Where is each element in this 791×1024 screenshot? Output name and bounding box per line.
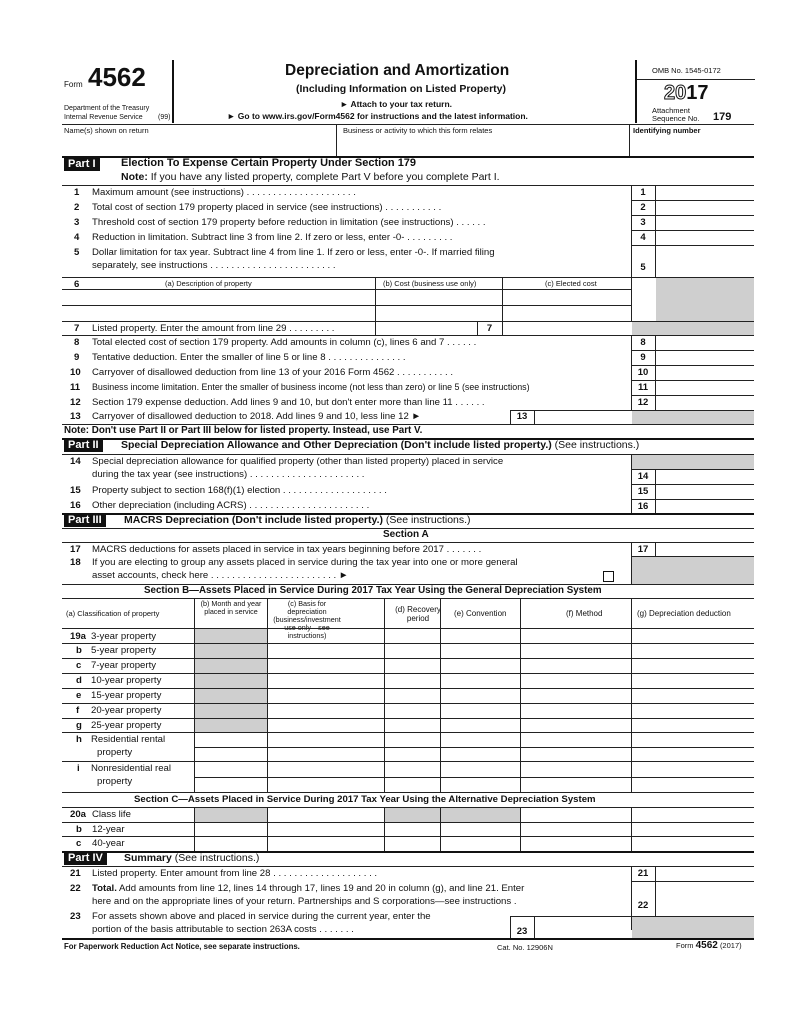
line2-num: 2 [74, 202, 80, 213]
line7-box: 7 [486, 323, 493, 334]
line12-input[interactable] [657, 396, 753, 409]
section-a-heading: Section A [383, 529, 429, 540]
row19d-input[interactable] [268, 674, 754, 688]
line23-num: 23 [70, 911, 81, 922]
row20b-input[interactable] [196, 823, 754, 836]
line13-shade [632, 411, 754, 424]
paperwork-notice: For Paperwork Reduction Act Notice, see separate instructions. [64, 942, 300, 951]
line5-text: Dollar limitation for tax year. Subtract line 4 from line 1. If zero or less, enter -0-. If married filing [92, 247, 495, 258]
line17-num: 17 [70, 544, 81, 555]
line22-text-a-rest: Add amounts from line 12, lines 14 through 17, lines 19 and 20 in column (g), and line 21. Enter [116, 883, 525, 894]
line11-num: 11 [70, 382, 81, 393]
line16-num: 16 [70, 500, 81, 511]
row19b-input[interactable] [268, 644, 754, 658]
cat-number: Cat. No. 12906N [497, 943, 553, 952]
part4-title [124, 852, 259, 864]
form-number: 4562 [88, 62, 146, 92]
row20c-letter: c [76, 838, 82, 849]
line15-box: 15 [637, 486, 649, 497]
line8-box: 8 [640, 337, 646, 348]
line6-col-c: (c) Elected cost [545, 279, 597, 288]
line17-text: MACRS deductions for assets placed in service in tax years beginning before 2017 . . . . . . . [92, 544, 482, 555]
line2-input[interactable] [657, 201, 753, 214]
sequence-number: 179 [713, 111, 732, 123]
line21-box: 21 [637, 868, 649, 879]
tax-year [664, 82, 709, 105]
tax-year-prefix: 20 [664, 82, 687, 104]
line11-box: 11 [637, 382, 649, 393]
line6-shade [656, 278, 754, 321]
col-d-header: (d) Recovery period [395, 605, 441, 623]
line10-num: 10 [70, 367, 81, 378]
dept-code: (99) [158, 114, 171, 121]
line5-num: 5 [74, 247, 80, 258]
row19g-text: 25-year property [91, 720, 162, 731]
line14-num: 14 [70, 456, 81, 467]
identifying-input[interactable] [631, 136, 753, 155]
section-c-heading: Section C—Assets Placed in Service During 2017 Tax Year Using the Alternative Depreciation System [134, 794, 596, 805]
line9-box: 9 [640, 352, 646, 363]
part4-title-bold: Summary [124, 852, 172, 864]
line3-input[interactable] [657, 216, 753, 229]
row19f-input[interactable] [268, 704, 754, 718]
line12-num: 12 [70, 397, 81, 408]
part4-label: Part IV [64, 852, 107, 865]
part1-note2: Note: Don't use Part II or Part III below for listed property. Instead, use Part V. [64, 425, 423, 436]
part3-title [124, 514, 471, 526]
line15-num: 15 [70, 485, 81, 496]
col-a-header: (a) Classification of property [66, 609, 160, 618]
name-input[interactable] [62, 136, 335, 155]
row19e-text: 15-year property [91, 690, 162, 701]
line21-text: Listed property. Enter amount from line 28 . . . . . . . . . . . . . . . . . . . . [92, 868, 378, 879]
row19f-letter: f [76, 705, 80, 716]
dept-line2: Internal Revenue Service [64, 114, 143, 121]
line22-text-a [92, 883, 524, 894]
line1-num: 1 [74, 187, 80, 198]
row19a-letter: 19a [70, 631, 87, 642]
line22-box: 22 [637, 900, 649, 911]
row19i-text2: property [97, 776, 133, 787]
line17-input[interactable] [657, 543, 753, 555]
row20b-letter: b [76, 824, 82, 835]
names-label: Name(s) shown on return [64, 126, 149, 135]
dept-line1: Department of the Treasury [64, 105, 150, 112]
line8-input[interactable] [657, 336, 753, 349]
tax-year-suffix: 17 [686, 82, 709, 104]
line3-num: 3 [74, 217, 80, 228]
line4-box: 4 [640, 232, 646, 243]
row19h-text1: Residential rental [91, 734, 166, 745]
line5-box: 5 [640, 262, 646, 273]
line16-input[interactable] [657, 500, 753, 512]
line21-num: 21 [70, 868, 81, 879]
line8-text: Total elected cost of section 179 property. Add amounts in column (c), lines 6 and 7 . . . . . . [92, 337, 477, 348]
line8-num: 8 [74, 337, 80, 348]
part2-title [121, 439, 639, 451]
row19e-input[interactable] [268, 689, 754, 703]
line23-input[interactable] [536, 917, 630, 937]
part4-title-suffix: (See instructions.) [174, 852, 260, 864]
row20c-text: 40-year [92, 838, 125, 849]
line23-text-b: portion of the basis attributable to section 263A costs . . . . . . . [92, 924, 354, 935]
line12-text: Section 179 expense deduction. Add lines 9 and 10, but don't enter more than line 11 . . . . . . [92, 397, 485, 408]
line14-input[interactable] [657, 470, 753, 483]
row19h-text2: property [97, 747, 133, 758]
part2-title-bold: Special Depreciation Allowance and Other Depreciation (Don't include listed property.) [121, 439, 552, 451]
line15-text: Property subject to section 168(f)(1) election . . . . . . . . . . . . . . . . . . . . [92, 485, 387, 496]
line5-text2: separately, see instructions . . . . . . . . . . . . . . . . . . . . . . . . [92, 260, 336, 271]
line11-text: Business income limitation. Enter the smaller of business income (not less than zero) or line 5 (see instructions) [92, 382, 530, 392]
line22-total: Total. [92, 883, 117, 894]
part1-note-text: If you have any listed property, complete Part V before you complete Part I. [147, 171, 500, 183]
line1-input[interactable] [657, 186, 753, 199]
line3-text: Threshold cost of section 179 property before reduction in limitation (see instructions) . . . . . . [92, 217, 486, 228]
attachment-label: Attachment [652, 106, 690, 115]
business-input[interactable] [338, 136, 628, 155]
row19g-letter: g [76, 720, 82, 731]
line7-shade [632, 322, 754, 335]
part3-label: Part III [64, 514, 106, 527]
line1-text: Maximum amount (see instructions) . . . . . . . . . . . . . . . . . . . . . [92, 187, 356, 198]
sequence-label: Sequence No. [652, 114, 700, 123]
row20b-text: 12-year [92, 824, 125, 835]
part1-label: Part I [64, 158, 100, 171]
row19h-input[interactable] [196, 733, 754, 761]
line23-shade [632, 917, 754, 938]
line22-text-b: here and on the appropriate lines of your return. Partnerships and S corporations—see instructions . [92, 896, 517, 907]
line6-row1-input[interactable] [62, 290, 631, 304]
line18-text-b: asset accounts, check here . . . . . . . . . . . . . . . . . . . . . . . . ► [92, 570, 349, 581]
row19e-letter: e [76, 690, 82, 701]
form-title: Depreciation and Amortization [285, 62, 510, 79]
line22-input[interactable] [657, 882, 753, 915]
col-f-header: (f) Method [566, 609, 603, 618]
attach-note: ► Attach to your tax return. [340, 99, 452, 109]
col-b-header: (b) Month and year placed in service [200, 599, 262, 616]
row19d-letter: d [76, 675, 82, 686]
col-e-header: (e) Convention [454, 609, 507, 618]
row19b-letter: b [76, 645, 82, 656]
line9-num: 9 [74, 352, 80, 363]
col-c-header: (c) Basis for depreciation (business/investment use only—see instructions) [273, 599, 341, 640]
line4-input[interactable] [657, 231, 753, 244]
section-b-heading: Section B—Assets Placed in Service During 2017 Tax Year Using the General Depreciation System [144, 585, 602, 596]
row19i-letter: i [77, 763, 80, 774]
row19h-letter: h [76, 734, 82, 745]
line9-input[interactable] [657, 351, 753, 364]
row20a-col-b-shade [195, 808, 267, 822]
business-label: Business or activity to which this form relates [343, 126, 493, 135]
line18-checkbox[interactable] [603, 571, 614, 582]
row20a-letter: 20a [70, 809, 87, 820]
line7-num: 7 [74, 323, 80, 334]
line16-box: 16 [637, 501, 649, 512]
line11-input[interactable] [657, 381, 753, 394]
footer-form-year: (2017) [719, 941, 742, 950]
line14-box: 14 [637, 471, 649, 482]
line21-input[interactable] [657, 867, 753, 880]
part2-title-suffix: (See instructions.) [554, 439, 640, 451]
footer-form-label: Form [676, 941, 694, 950]
part1-note-bold: Note: [121, 171, 148, 183]
line14-text-a: Special depreciation allowance for qualified property (other than listed property) placed in service [92, 456, 504, 467]
line14-shade [632, 455, 754, 469]
row19i-text1: Nonresidential real [91, 763, 171, 774]
row19g-input[interactable] [268, 719, 754, 732]
line7-input[interactable] [503, 322, 630, 335]
line17-box: 17 [637, 544, 649, 555]
row19a-input[interactable] [268, 629, 754, 643]
line2-box: 2 [640, 202, 646, 213]
line14-text-b: during the tax year (see instructions) . . . . . . . . . . . . . . . . . . . . . . [92, 469, 365, 480]
part1-title: Election To Expense Certain Property Under Section 179 [121, 157, 417, 169]
row19-col-b-shade [195, 629, 267, 732]
row19b-text: 5-year property [91, 645, 157, 656]
form-subtitle: (Including Information on Listed Property) [296, 83, 506, 95]
identifying-label: Identifying number [633, 126, 701, 135]
line10-text: Carryover of disallowed deduction from line 13 of your 2016 Form 4562 . . . . . . . . . . . [92, 367, 454, 378]
line13-text: Carryover of disallowed deduction to 2018. Add lines 9 and 10, less line 12 ► [92, 411, 421, 422]
row19d-text: 10-year property [91, 675, 162, 686]
part3-title-bold: MACRS Depreciation (Don't include listed property.) [124, 514, 383, 526]
row19c-text: 7-year property [91, 660, 157, 671]
line4-num: 4 [74, 232, 80, 243]
omb-number: OMB No. 1545-0172 [652, 66, 721, 75]
row19c-input[interactable] [268, 659, 754, 673]
line2-text: Total cost of section 179 property placed in service (see instructions) . . . . . . . . . . . [92, 202, 442, 213]
footer-form-number: 4562 [695, 940, 718, 951]
line15-input[interactable] [657, 485, 753, 498]
line4-text: Reduction in limitation. Subtract line 3 from line 2. If zero or less, enter -0- . . . . . . . . . [92, 232, 453, 243]
line13-input[interactable] [536, 411, 630, 423]
line10-input[interactable] [657, 366, 753, 379]
row20c-input[interactable] [196, 837, 754, 850]
footer-form [676, 940, 742, 951]
line23-box: 23 [516, 926, 528, 937]
line10-box: 10 [637, 367, 649, 378]
line6-col-a: (a) Description of property [165, 279, 252, 288]
line18-shade [632, 557, 754, 584]
line6-row2-input[interactable] [62, 306, 631, 320]
line3-box: 3 [640, 217, 646, 228]
row19c-letter: c [76, 660, 82, 671]
col-g-header: (g) Depreciation deduction [637, 609, 731, 618]
line6-num: 6 [74, 279, 80, 290]
line13-box: 13 [516, 411, 528, 422]
line1-box: 1 [640, 187, 646, 198]
part1-note [121, 171, 500, 183]
line16-text: Other depreciation (including ACRS) . . . . . . . . . . . . . . . . . . . . . . . [92, 500, 370, 511]
line12-box: 12 [637, 397, 649, 408]
line23-text-a: For assets shown above and placed in service during the current year, enter the [92, 911, 431, 922]
row20a-text: Class life [92, 809, 131, 820]
form-prefix: Form [64, 80, 83, 89]
line13-num: 13 [70, 411, 81, 422]
line7-text: Listed property. Enter the amount from line 29 . . . . . . . . . [92, 323, 335, 334]
line5-input[interactable] [657, 259, 753, 276]
line9-text: Tentative deduction. Enter the smaller of line 5 or line 8 . . . . . . . . . . . . . . . [92, 352, 406, 363]
part2-label: Part II [64, 439, 103, 452]
row20a-input[interactable] [268, 808, 754, 822]
part3-title-suffix: (See instructions.) [385, 514, 471, 526]
row19a-text: 3-year property [91, 631, 157, 642]
goto-note: ► Go to www.irs.gov/Form4562 for instructions and the latest information. [227, 111, 528, 121]
line22-num: 22 [70, 883, 81, 894]
row19i-input[interactable] [196, 762, 754, 792]
row19f-text: 20-year property [91, 705, 162, 716]
line6-col-b: (b) Cost (business use only) [383, 279, 477, 288]
line18-text-a: If you are electing to group any assets placed in service during the tax year into one or more general [92, 557, 518, 568]
line18-num: 18 [70, 557, 81, 568]
